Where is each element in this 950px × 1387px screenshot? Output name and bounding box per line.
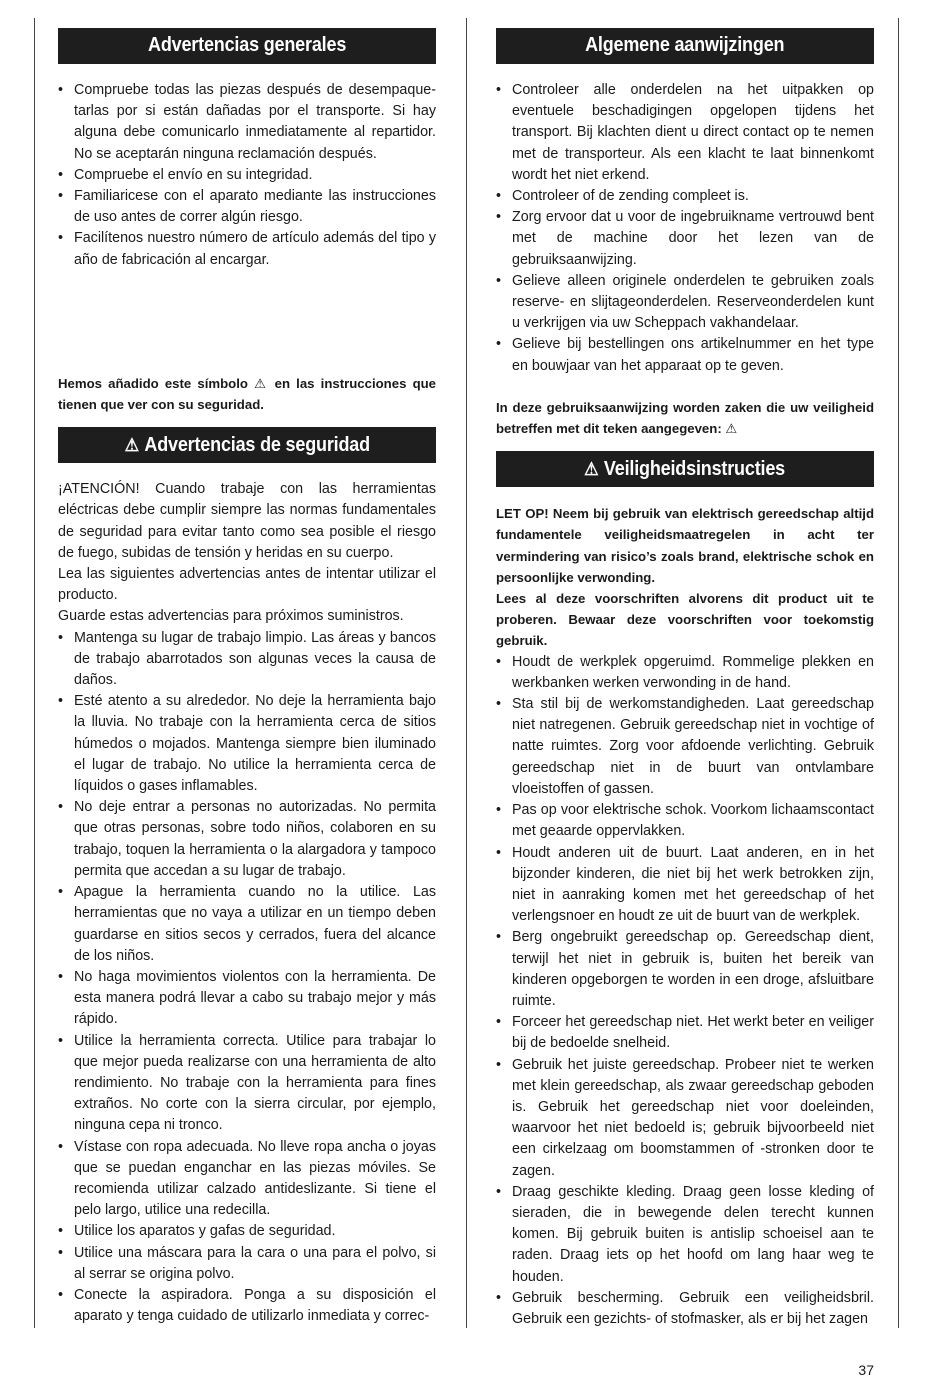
list-item: • Draag geschikte kleding. Draag geen losse kleding of sieraden, die in bewegende delen terecht kunnen komen. Bij gebruik buiten is antislip schoeisel aan te raden. Draag iets op het hoofd om lang haar weg te houden. [496, 1182, 874, 1288]
list-item: • Familiaricese con el aparato mediante las instrucciones de uso antes de correr algún riesgo. [58, 186, 436, 228]
list-item: • Gebruik bescherming. Gebruik een veiligheidsbril. Gebruik een gezichts- of stofmasker, als er bij het zagen [496, 1288, 874, 1330]
right-margin-line [898, 18, 899, 1328]
list-item: • Compruebe todas las piezas después de desempaque-tarlas por si están dañadas por el transporte. Si hay alguna debe comunicarlo inmediatamente al repartidor. No se aceptarán ninguna reclamación después. [58, 80, 436, 165]
warning-icon: ⚠ [725, 421, 738, 437]
list-item: • No deje entrar a personas no autorizadas. No permita que otras personas, sobre todo niños, colaboren en su trabajo, toquen la herramienta o la alargadora y tampoco permita que accedan a su lugar de trabajo. [58, 797, 436, 882]
safety-intro-es-3: Guarde estas advertencias para próximos suministros. [58, 608, 404, 625]
general-heading-es-text: Advertencias generales [147, 34, 347, 57]
safety-intro-es-2: Lea las siguientes advertencias antes de intentar utilizar el producto. [58, 566, 436, 604]
page-number: 37 [858, 1362, 874, 1378]
list-item: • Gebruik het juiste gereedschap. Probeer niet te werken met klein gereedschap, als zwaar gereedschap geboden is. Gebruik het gereedschap niet voor doeleinden, waarvoor het niet bedoeld is; gebruik bijvoorbeeld niet een cirkelzaag om boomstammen of -stronken door te zagen. [496, 1055, 874, 1182]
list-item: • Utilice una máscara para la cara o una para el polvo, si al serrar se origina polvo. [58, 1243, 436, 1285]
list-item: • Apague la herramienta cuando no la utilice. Las herramientas que no vaya a utilizar en un tiempo deben guardarse en sitios secos y cerrados, fuera del alcance de los niños. [58, 882, 436, 967]
left-margin-line [34, 18, 35, 1328]
left-column [58, 28, 436, 1327]
safety-list-es [58, 628, 436, 1328]
list-item: • Compruebe el envío en su integridad. [58, 165, 436, 186]
center-divider-line [466, 18, 467, 1328]
safety-intro-nl-1: LET OP! Neem bij gebruik van elektrisch gereedschap altijd fundamentele veiligheidsmaatregelen in acht ter vermindering van risico’s zoals brand, elektrische schok en persoonlijke verwonding. [496, 506, 874, 585]
safety-heading-es [58, 427, 436, 463]
general-list-nl [496, 80, 874, 377]
list-item: • Gelieve bij bestellingen ons artikelnummer en het type en bouwjaar van het apparaat op te geven. [496, 334, 874, 376]
list-item: • Mantenga su lugar de trabajo limpio. Las áreas y bancos de trabajo abarrotados son algunas veces la causa de daños. [58, 628, 436, 692]
warning-icon: ⚠ [584, 458, 599, 479]
list-item: • Forceer het gereedschap niet. Het werkt beter en veiliger bij de bedoelde snelheid. [496, 1012, 874, 1054]
symbol-note-es-post: en las instrucciones que tienen que ver con su seguridad. [58, 375, 437, 413]
general-heading-nl-text: Algemene aanwijzingen [585, 34, 785, 57]
symbol-note-es-pre: Hemos añadido este símbolo [58, 375, 248, 391]
general-heading-nl [496, 28, 874, 64]
safety-heading-nl [496, 451, 874, 487]
list-item: • Vístase con ropa adecuada. No lleve ropa ancha o joyas que se puedan enganchar en las piezas móviles. Se recomienda utilizar calzado antideslizante. Si tiene el pelo largo, utilice una redecilla. [58, 1137, 436, 1222]
safety-heading-es-text: Advertencias de seguridad [144, 433, 370, 456]
list-item: • Conecte la aspiradora. Ponga a su disposición el aparato y tenga cuidado de utilizarlo inmediata y correc- [58, 1285, 436, 1327]
general-heading-es [58, 28, 436, 64]
list-item: • Berg ongebruikt gereedschap op. Gereedschap dient, terwijl het niet in gebruik is, buiten het bereik van kinderen opgeborgen te worden in een droge, afsluitbare ruimte. [496, 927, 874, 1012]
warning-icon: ⚠ [124, 434, 139, 455]
list-item: • Zorg ervoor dat u voor de ingebruikname vertrouwd bent met de machine door het lezen van de gebruiksaanwijzing. [496, 207, 874, 271]
safety-heading-es-title [124, 435, 369, 456]
list-item: • Utilice los aparatos y gafas de seguridad. [58, 1221, 436, 1242]
list-item: • Controleer alle onderdelen na het uitpakken op eventuele beschadigingen opgelopen tijdens het transport. Bij klachten dient u direct contact op te nemen met de transporteur. Als een klacht te laat binnenkomt wordt het niet erkend. [496, 80, 874, 186]
list-item: • Sta stil bij de werkomstandigheden. Laat gereedschap niet natregenen. Gebruik gereedschap niet in vochtige of natte ruimtes. Zorg voor afdoende verlichting. Gebruik gereedschap niet in de buurt van ontvlambare vloeistoffen of gassen. [496, 694, 874, 800]
list-item: • Houdt anderen uit de buurt. Laat anderen, en in het bijzonder kinderen, die niet bij het werk betrokken zijn, niet in aanraking komen met het gereedschap of het verlengsnoer en houdt ze uit de buurt van de werkplek. [496, 843, 874, 928]
list-item: • Gelieve alleen originele onderdelen te gebruiken zoals reserve- en slijtageonderdelen. Reserveonderdelen kunt u verkrijgen via uw Scheppach vakhandelaar. [496, 271, 874, 335]
list-item: • No haga movimientos violentos con la herramienta. De esta manera podrá llevar a cabo su trabajo mejor y más rápido. [58, 967, 436, 1031]
safety-heading-nl-text: Veiligheidsinstructies [604, 457, 786, 480]
list-item: • Utilice la herramienta correcta. Utilice para trabajar lo que mejor pueda realizarse con una herramienta de alto rendimiento. No trabaje con la herramienta para fines extraños. No corte con la sierra circular, por ejemplo, ninguna cepa ni tronco. [58, 1031, 436, 1137]
symbol-note-nl-text: In deze gebruiksaanwijzing worden zaken die uw veiligheid betreffen met dit teken aangegeven: [496, 399, 874, 437]
list-item: • Facilítenos nuestro número de artículo además del tipo y año de fabricación al encargar. [58, 228, 436, 270]
safety-intro-nl-2: Lees al deze voorschriften alvorens dit product uit te proberen. Bewaar deze voorschriften voor toekomstig gebruik. [496, 591, 874, 649]
general-list-es [58, 80, 436, 271]
list-item: • Controleer of de zending compleet is. [496, 186, 874, 207]
safety-intro-es-1: ¡ATENCIÓN! Cuando trabaje con las herramientas eléctricas debe cumplir siempre las normas fundamentales de seguridad para evitar tanto como sea posible el riesgo de fuego, subidas de tensión y heridas en su cuerpo. [58, 481, 436, 561]
symbol-note-nl [496, 397, 874, 439]
warning-icon: ⚠ [254, 375, 269, 391]
right-column [496, 28, 874, 1330]
list-item: • Houdt de werkplek opgeruimd. Rommelige plekken en werkbanken werken verwonding in de hand. [496, 652, 874, 694]
list-item: • Pas op voor elektrische schok. Voorkom lichaamscontact met geaarde oppervlakken. [496, 800, 874, 842]
safety-heading-nl-title [585, 459, 786, 480]
safety-list-nl [496, 652, 874, 1331]
list-item: • Esté atento a su alrededor. No deje la herramienta bajo la lluvia. No trabaje con la herramienta cerca de sitios húmedos o mojados. Mantenga siempre bien iluminado el lugar de trabajo. No utilice la herramienta cerca de líquidos o gases inflamables. [58, 691, 436, 797]
symbol-note-es [58, 373, 436, 415]
